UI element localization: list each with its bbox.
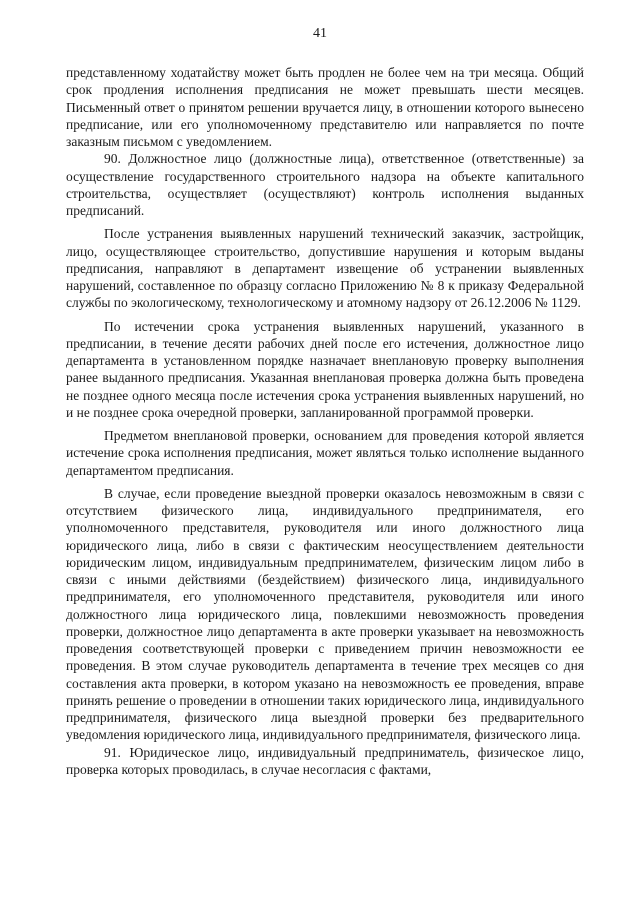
paragraph-continuation: представленному ходатайству может быть продлен не более чем на три месяца. Общий срок продления исполнения предписания не может превышать шести месяцев. Письменный ответ о принятом решении вручается лицу, в отношении которого вынесено предписание, или его уполномоченному представителю или направляется по почте заказным письмом с уведомлением.	[66, 65, 584, 149]
document-body	[66, 64, 584, 778]
paragraph-item-91: 91. Юридическое лицо, индивидуальный предприниматель, физическое лицо, проверка которых проводилась, в случае несогласия с фактами,	[66, 744, 584, 777]
paragraph-unscheduled-inspection: По истечении срока устранения выявленных нарушений, указанного в предписании, в течение десяти рабочих дней после его истечения, должностное лицо департамента в установленном порядке назначает внеплановую проверку выполнения ранее выданного предписания. Указанная внеплановая проверка должна быть проведена не позднее одного месяца после истечения срока устранения выявленных нарушений, но и не позднее срока очередной проверки, запланированной программой проверки.	[66, 318, 584, 420]
page-number: 41	[313, 26, 327, 41]
paragraph-inspection-impossible: В случае, если проведение выездной проверки оказалось невозможным в связи с отсутствием физического лица, индивидуального предпринимателя, его уполномоченного представителя, руководителя или иного должностного лица юридического лица, либо в связи с фактическим неосуществлением деятельности юридическим лицом, индивидуальным предпринимателем, физическим лицом либо в связи с иными действиями (бездействием) физического лица, индивидуального предпринимателя, его уполномоченного представителя, руководителя или иного должностного лица юридического лица, повлекшими невозможность проведения проверки, должностное лицо департамента в акте проверки указывает на невозможность проведения соответствующей проверки с приведением причин невозможности ее проведения. В этом случае руководитель департамента в течение трех месяцев со дня составления акта проверки, в котором указано на невозможность ее проведения, вправе принять решение о проведении в отношении таких юридического лица, индивидуального предпринимателя, физического лица выездной проверки без предварительного уведомления юридического лица, индивидуального предпринимателя, физического лица.	[66, 485, 584, 743]
paragraph-violation-notice: После устранения выявленных нарушений технический заказчик, застройщик, лицо, осуществляющее строительство, допустившие нарушения и которым выданы предписания, направляют в департамент извещение об устранении выявленных нарушений, составленное по образцу согласно Приложению № 8 к приказу Федеральной службы по экологическому, технологическому и атомному надзору от 26.12.2006 № 1129.	[66, 226, 584, 311]
paragraph-inspection-subject: Предметом внеплановой проверки, основанием для проведения которой является истечение срока исполнения предписания, может являться только исполнение выданного департаментом предписания.	[66, 428, 584, 478]
paragraph-item-90: 90. Должностное лицо (должностные лица), ответственное (ответственные) за осуществление государственного строительного надзора на объекте капитального строительства, осуществляет (осуществляют) контроль исполнения выданных предписаний.	[66, 151, 584, 218]
